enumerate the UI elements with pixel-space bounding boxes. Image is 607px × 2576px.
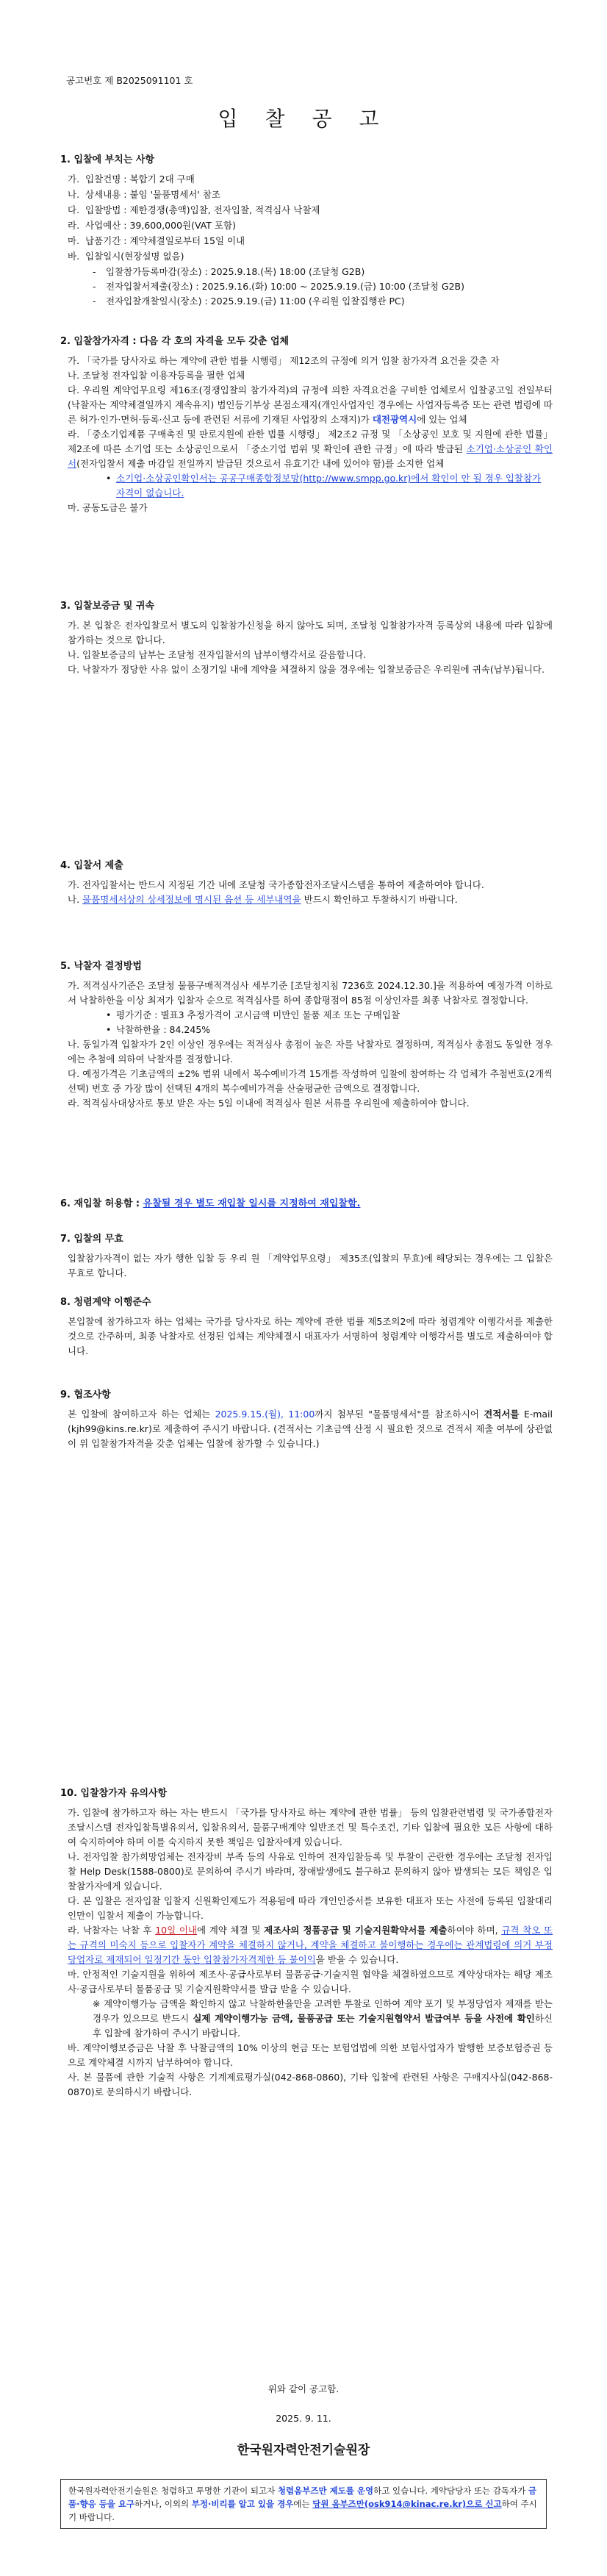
list-item: 바. 계약이행보증금은 낙찰 후 낙찰금액의 10% 이상의 현금 또는 보험업법에 의한 보험사업자가 발행한 보증보험증권 등으로 계약체결 시까지 납부하여야 합니다. [68, 2042, 553, 2068]
spec-highlight: 물품명세서상의 상세정보에 명시된 옵션 등 세부내역을 [82, 894, 301, 905]
section-2 [60, 334, 553, 515]
issuer-name: 한국원자력안전기술원장 [237, 2443, 370, 2458]
list-item: 가. 본 입찰은 전자입찰로서 별도의 입찰참가신청을 하지 않아도 되며, 조달청 입찰참가자격 등록상의 내용에 따라 입찰에 참가하는 것으로 합니다. [68, 620, 553, 645]
section-title: 9. 협조사항 [60, 1389, 111, 1400]
section-title: 1. 입찰에 부치는 사항 [60, 154, 155, 165]
section-title: 6. 재입찰 허용함 : 유찰될 경우 별도 재입찰 일시를 지정하여 재입찰함. [60, 1198, 361, 1209]
list-item: 나. 동일가격 입찰자가 2인 이상인 경우에는 적격심사 총점이 높은 자를 낙찰자로 결정하며, 적격심사 총점도 동일한 경우에는 추첨에 의하여 낙찰자를 결정합니다. [68, 1039, 553, 1065]
list-item: 다. 낙찰자가 정당한 사유 없이 소정기일 내에 계약을 체결하지 않을 경우에는 입찰보증금은 우리원에 귀속(납부)됩니다. [68, 664, 545, 675]
section-1 [60, 153, 553, 309]
section-title: 10. 입찰참가자 유의사항 [60, 1788, 168, 1799]
list-item: 라. 사업예산 : 39,600,000원(VAT 포함) [68, 220, 236, 231]
list-item: 라. 「중소기업제품 구매촉진 및 판로지원에 관한 법률 시행령」 제2조2 규정 및 「소상공인 보호 및 지원에 관한 법률」 제2조에 따른 소기업 또는 소상공인으로서 「중소기업 범위 및 확인에 관한 규정」에 따라 발급된 소기업·소상공인 확인서(전자입찰서 제출 마감일 전일까지 발급된 것으로서 유효기간 내에 있어야 함)를 소지한 업체 [68, 429, 553, 469]
section-8 [60, 1295, 553, 1359]
bullet-item: • 평가기준 : 별표3 추정가격이 고시금액 미만인 물품 제조 또는 구매입찰 [106, 1009, 401, 1020]
list-item: 가. 「국가를 당사자로 하는 계약에 관한 법률 시행령」 제12조의 규정에 의거 입찰 참가자격 요건을 갖춘 자 [68, 355, 500, 366]
paragraph: 입찰참가자격이 없는 자가 행한 입찰 등 우리 원 「계약업무요령」 제35조(입찰의 무효)에 해당되는 경우에는 그 입찰은 무효로 합니다. [68, 1253, 553, 1278]
ombudsman-notice: 한국원자력안전기술원은 청렴하고 투명한 기관이 되고자 청렴옴부즈만 제도를 운영하고 있습니다. 계약담당자 또는 감독자가 금품·향응 등을 요구하거나, 이외의 부정·비리를 알고 있을 경우에는 당원 옴부즈만(osk914@kinac.re.kr)으로 신고하여 주시기 바랍니다. [60, 2479, 547, 2529]
list-item: 나. 상세내용 : 붙임 '물품명세서' 참조 [68, 189, 220, 200]
note-item: ※ 계약이행가능 금액을 확인하지 않고 낙찰하한율만을 고려한 투찰로 인하여 계약 포기 및 부정당업자 제재를 받는 경우가 있으므로 반드시 실제 계약이행가능 금액, 물품공급 또는 기술지원협약서 발급여부 등을 사전에 확인하신 후 입찰에 참가하여 주시기 바랍니다. [93, 1998, 553, 2039]
closing-statement: 위와 같이 공고함. [267, 2383, 340, 2394]
list-item: 나. 물품명세서상의 상세정보에 명시된 옵션 등 세부내역을 반드시 확인하고 투찰하시기 바랍니다. [68, 894, 458, 905]
section-7 [60, 1232, 553, 1281]
list-item: 가. 입찰건명 : 복합기 2대 구매 [68, 173, 195, 185]
list-item: 라. 적격심사대상자로 통보 받은 자는 5일 이내에 적격심사 원본 서류를 우리원에 제출하여야 합니다. [68, 1098, 470, 1109]
section-9 [60, 1388, 553, 1451]
list-item: 사. 본 물품에 관한 기술적 사항은 기계제료평가실(042-868-0860), 기타 입찰에 관련된 사항은 구매지사실(042-868-0870)로 문의하시기 바랍니다. [68, 2072, 553, 2097]
bullet-item: • 낙찰하한율 : 84.245% [106, 1024, 211, 1035]
section-3 [60, 599, 553, 677]
list-item: 다. 입찰방법 : 제한경쟁(총액)입찰, 전자입찰, 적격심사 낙찰제 [68, 204, 320, 215]
section-title: 2. 입찰참가자격 : 다음 각 호의 자격을 모두 갖춘 업체 [60, 336, 290, 347]
list-item: 나. 전자입찰 참가희망업체는 전자장비 부족 등의 사유로 인하여 전자입찰등록 및 투찰이 곤란한 경우에는 조달청 전자입찰 Help Desk(1588-0800)로 문의하여 주시기 바라며, 장애발생에도 불구하고 문의하지 않아 발생되는 모든 책임은 입찰참가자에게 있습니다. [68, 1851, 553, 1892]
paragraph: 본입찰에 참가하고자 하는 업체는 국가를 당사자로 하는 계약에 관한 법률 제5조의2에 따라 청렴계약 이행각서를 제출한 것으로 간주하며, 최종 낙찰자로 선정된 업체는 계약체결시 대표자가 서명하여 청렴계약 이행각서를 별도로 제출하여야 합니다. [68, 1316, 553, 1356]
schedule-item: - 전자입찰개찰일시(장소) : 2025.9.19.(금) 11:00 (우리원 입찰집행관 PC) [93, 296, 405, 307]
ombudsman-email-link[interactable]: 당원 옴부즈만(osk914@kinac.re.kr)으로 신고 [312, 2499, 502, 2509]
certificate-highlight: 소기업·소상공인 확인서 [68, 443, 553, 469]
penalty-highlight: 규격 착오 또는 규격의 미숙지 등으로 입찰자가 계약을 체결하지 않거나, 계약을 체결하고 불이행하는 경우에는 관계법령에 의거 부정당업자로 제재되어 일정기간 동안 입찰참가자격제한 등 불이익 [68, 1925, 553, 1965]
section-title: 7. 입찰의 무효 [60, 1234, 123, 1245]
list-item: 가. 전자입찰서는 반드시 지정된 기간 내에 조달청 국가종합전자조달시스템을 통하여 제출하여야 합니다. [68, 879, 484, 890]
closing-date: 2025. 9. 11. [276, 2413, 331, 2424]
section-title: 4. 입찰서 제출 [60, 860, 123, 871]
deadline-highlight: 2025.9.15.(월), 11:00 [215, 1409, 315, 1420]
list-item: 라. 낙찰자는 낙찰 후 10일 이내에 계약 체결 및 제조사의 정품공급 및 기술지원확약서를 제출하여야 하며, 규격 착오 또는 규격의 미숙지 등으로 입찰자가 계약을 체결하지 않거나, 계약을 체결하고 불이행하는 경우에는 관계법령에 의거 부정당업자로 제재되어 일정기간 동안 입찰참가자격제한 등 불이익을 받을 수 있습니다. [68, 1925, 553, 1965]
notice-number: 공고번호 제 B2025091101 호 [66, 75, 193, 86]
paragraph: 본 입찰에 참여하고자 하는 업체는 2025.9.15.(월), 11:00까지 첨부된 "물품명세서"를 참조하시어 견적서를 E-mail (kjh99@kins.re.kr)로 제출하여 주시기 바랍니다. (견적서는 기초금액 산정 시 필요한 것으로 견적서 제출 여부에 상관없이 위 입찰참가자격을 갖춘 업체는 입찰에 참가할 수 있습니다.) [68, 1409, 553, 1449]
section-5 [60, 959, 553, 1111]
list-item: 다. 우리원 계약업무요령 제16조(경쟁입찰의 참가자격)의 규정에 의한 자격요건을 구비한 업체로서 입찰공고일 전일부터(낙찰자는 계약체결일까지 계속유지) 법인등기부상 본점소재지(개인사업자인 경우에는 사업자등록증 또는 관련 법령에 따른 허가·인가·면허·등록·신고 등에 관련된 서류에 기재된 사업장의 소재지)가 대전광역시에 있는 업체 [68, 384, 553, 425]
list-item: 다. 본 입찰은 전자입찰 입찰지 신원확인제도가 적용됨에 따라 개인인증서를 보유한 대표자 또는 사전에 등록된 입찰대리인만이 입찰서 제출이 가능합니다. [68, 1895, 553, 1921]
section-10 [60, 1786, 553, 2100]
section-6 [60, 1197, 553, 1216]
list-item: 마. 안정적인 기술지원을 위하여 제조사·공급사로부터 물품공급·기술지원 협약을 체결하였으므로 계약상대자는 해당 제조사·공급사로부터 물품공급 및 기술지원확약서를 발급 받을 수 있습니다. [68, 1969, 553, 1994]
list-item: 나. 조달청 전자입찰 이용자등록을 필한 업체 [68, 370, 245, 381]
section-title: 5. 낙찰자 결정방법 [60, 961, 142, 972]
schedule-item: - 입찰참가등록마감(장소) : 2025.9.18.(목) 18:00 (조달청 G2B) [93, 266, 365, 277]
list-item: 마. 공동도급은 불가 [68, 502, 148, 513]
section-title: 3. 입찰보증금 및 귀속 [60, 601, 155, 612]
section-title: 8. 청렴계약 이행준수 [60, 1297, 151, 1308]
list-item: 가. 적격심사기준은 조달청 물품구매적격심사 세부기준 [조달청지침 7236호 2024.12.30.]을 적용하여 예정가격 이하로서 낙찰하한율 이상 최저가 입찰자 순으로 적격심사를 하여 종합평점이 85점 이상인자를 최종 낙찰자로 결정합니다. [68, 980, 553, 1006]
list-item: 나. 입찰보증금의 납부는 조달청 전자입찰서의 납부이행각서로 갈음합니다. [68, 649, 367, 660]
schedule-item: - 전자입찰서제출(장소) : 2025.9.16.(화) 10:00 ~ 2025.9.19.(금) 10:00 (조달청 G2B) [93, 281, 464, 292]
rebid-highlight: 유찰될 경우 별도 재입찰 일시를 지정하여 재입찰함. [143, 1198, 361, 1209]
section-4 [60, 859, 553, 907]
region-highlight: 대전광역시 [372, 414, 417, 425]
list-item: 다. 예정가격은 기초금액의 ±2% 범위 내에서 복수예비가격 15개를 작성하여 입찰에 참여하는 각 업체가 추첨번호(2개씩 선택) 번호 중 가장 많이 선택된 4개의 복수예비가격을 산술평균한 금액으로 결정합니다. [68, 1068, 553, 1094]
page-title: 입 찰 공 고 [218, 107, 389, 131]
list-item: 바. 입찰일시(현장설명 없음) [68, 251, 184, 262]
list-item: 가. 입찰에 참가하고자 하는 자는 반드시 「국가를 당사자로 하는 계약에 관한 법률」 등의 입찰관련법령 및 국가종합전자조달시스템 전자입찰특별유의서, 입찰유의서, 물품구매계약 일반조건 및 특수조건, 기타 입찰에 필요한 모든 사항에 대하여 숙지하여야 하며 이를 숙지하지 못한 책임은 입찰자에게 있습니다. [68, 1807, 553, 1847]
smpp-link[interactable]: 소기업·소상공인확인서는 공공구매종합정보망(http://www.smpp.go.kr)에서 확인이 안 될 경우 입찰참가 자격이 없습니다. [116, 473, 542, 498]
list-item: 마. 납품기간 : 계약체결일로부터 15일 이내 [68, 235, 245, 246]
note-item: • 소기업·소상공인확인서는 공공구매종합정보망(http://www.smpp.go.kr)에서 확인이 안 될 경우 입찰참가 자격이 없습니다. [60, 471, 553, 501]
